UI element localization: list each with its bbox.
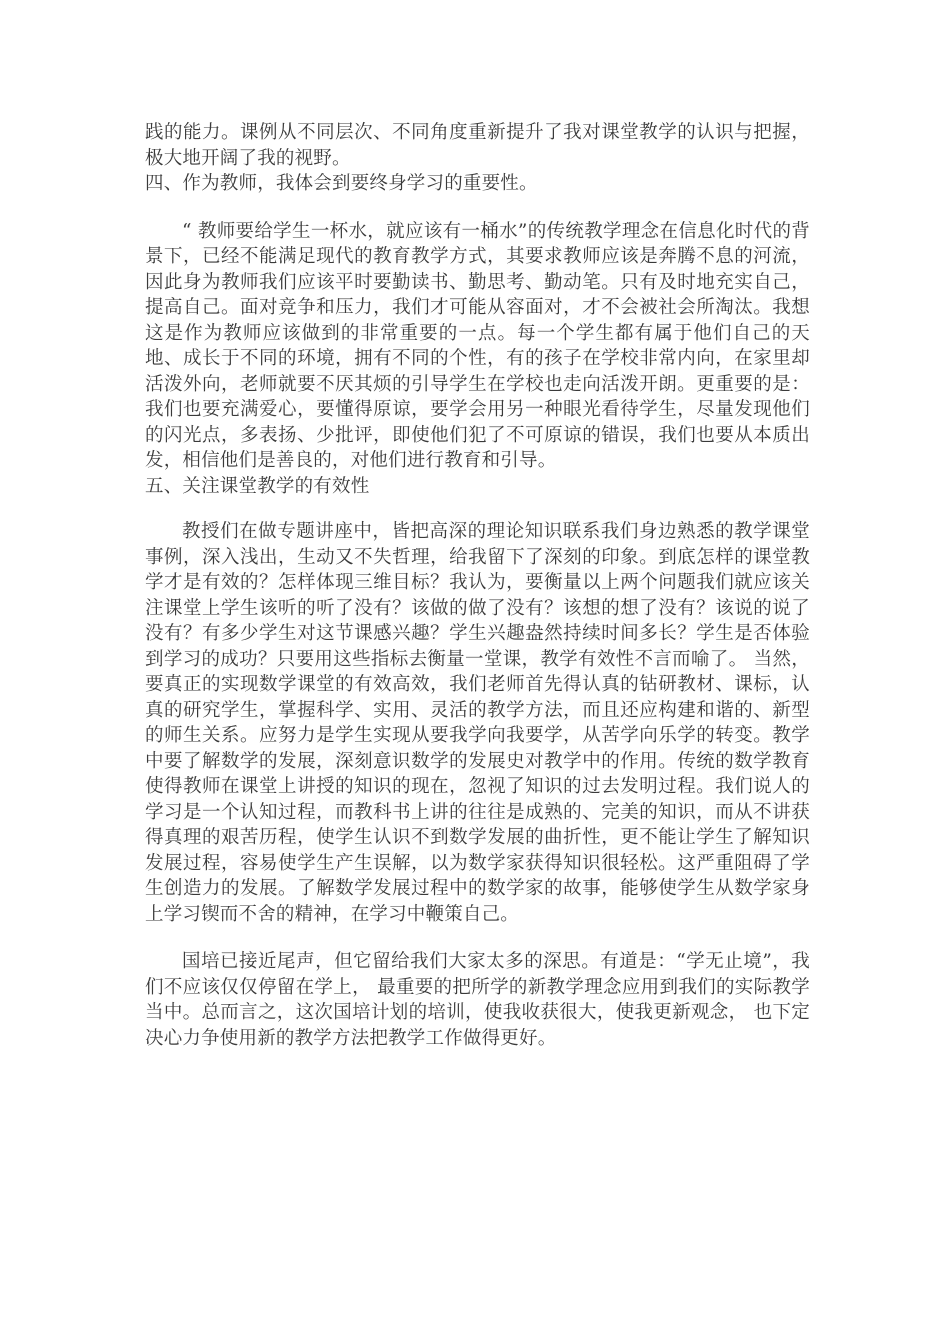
paragraph-lifelong-learning: “ 教师要给学生一杯水，就应该有一桶水”的传统教学理念在信息化时代的背景下，已经不能满足现代的教育教学方式，其要求教师应该是奔腾不息的河流，因此身为教师我们应该平时要勤读书、勤思考、勤动笔。只有及时地充实自己，提高自己。面对竞争和压力，我们才可能从容面对，才不会被社会所淘汰。我想这是作为教师应该做到的非常重要的一点。每一个学生都有属于他们自己的天地、成长于不同的环境，拥有不同的个性，有的孩子在学校非常内向，在家里却活泼外向，老师就要不厌其烦的引导学生在学校也走向活泼开朗。更重要的是：我们也要充满爱心，要懂得原谅，要学会用另一种眼光看待学生，尽量发现他们的闪光点，多表扬、少批评，即使他们犯了不可原谅的错误，我们也要从本质出发，相信他们是善良的，对他们进行教育和引导。	[145, 220, 810, 471]
paragraph-conclusion: 国培已接近尾声，但它留给我们大家太多的深思。有道是：“学无止境”，我们不应该仅仅停留在学上， 最重要的把所学的新教学理念应用到我们的实际教学当中。总而言之，这次国培计划的培训，使我收获很大，使我更新观念， 也下定决心力争使用新的教学方法把教学工作做得更好。	[145, 951, 810, 1049]
paragraph-continuation: 践的能力。课例从不同层次、不同角度重新提升了我对课堂教学的认识与把握，极大地开阔了我的视野。	[145, 122, 810, 169]
section-heading-five: 五、关注课堂教学的有效性	[145, 475, 370, 497]
paragraph-classroom-effectiveness: 教授们在做专题讲座中，皆把高深的理论知识联系我们身边熟悉的教学课堂事例，深入浅出，生动又不失哲理，给我留下了深刻的印象。到底怎样的课堂教学才是有效的？怎样体现三维目标？我认为，要衡量以上两个问题我们就应该关注课堂上学生该听的听了没有？该做的做了没有？该想的想了没有？该说的说了没有？有多少学生对这节课感兴趣？学生兴趣盎然持续时间多长？学生是否体验到学习的成功？只要用这些指标去衡量一堂课，教学有效性不言而喻了。 当然，要真正的实现数学课堂的有效高效，我们老师首先得认真的钻研教材、课标，认真的研究学生，掌握科学、实用、灵活的教学方法，而且还应构建和谐的、新型的师生关系。应努力是学生实现从要我学向我要学，从苦学向乐学的转变。教学中要了解数学的发展，深刻意识数学的发展史对教学中的作用。传统的数学教育使得教师在课堂上讲授的知识的现在，忽视了知识的过去发明过程。我们说人的学习是一个认知过程，而教科书上讲的往往是成熟的、完美的知识，而从不讲获得真理的艰苦历程，使学生认识不到数学发展的曲折性，更不能让学生了解知识发展过程，容易使学生产生误解，以为数学家获得知识很轻松。这严重阻碍了学生创造力的发展。了解数学发展过程中的数学家的故事，能够使学生从数学家身上学习锲而不舍的精神，在学习中鞭策自己。	[145, 521, 810, 925]
document-page	[145, 120, 810, 1051]
section-heading-four: 四、作为教师，我体会到要终身学习的重要性。	[145, 173, 538, 194]
